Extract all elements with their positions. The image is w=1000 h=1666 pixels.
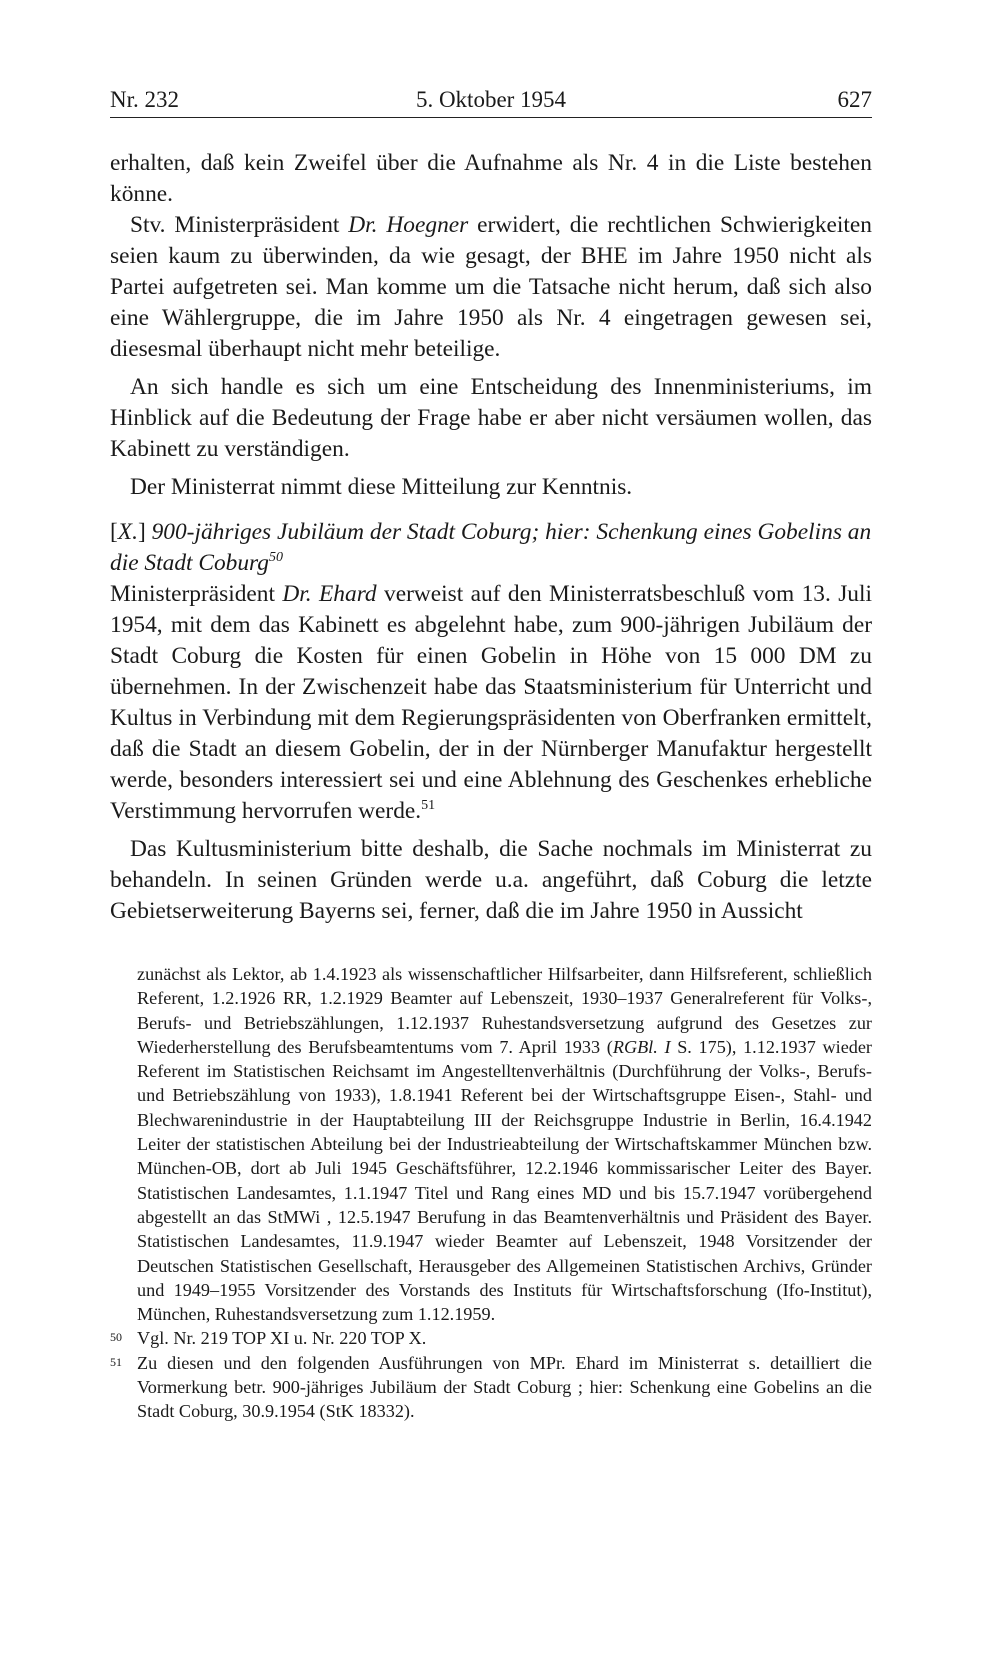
footnote-number: 50: [110, 1330, 122, 1345]
agenda-item-number: X.: [117, 519, 138, 545]
paragraph-continuation: erhalten, daß kein Zweifel über die Aufnahme als Nr. 4 in die Liste bestehen könne.: [110, 150, 872, 207]
speaker-name: Dr. Ehard: [282, 581, 377, 607]
footnote-50: [110, 1326, 872, 1350]
paragraph-kultusministerium: Das Kultusministerium bitte deshalb, die Sache nochmals im Ministerrat zu behandeln. In seinen Gründen werde u.a. angeführt, daß Coburg die letzte Gebietserweiterung Bayerns sei, ferner, daß die im Jahre 1950 in Aussicht: [110, 836, 872, 924]
footnote-continuation: zunächst als Lektor, ab 1.4.1923 als wissenschaftlicher Hilfsarbeiter, dann Hilfsreferent, schließlich Referent, 1.2.1926 RR, 1.2.1929 Beamter auf Lebenszeit, 1930–1937 Generalreferent für Volks-, Berufs- und Betriebszählungen, 1.12.1937 Ruhestandsversetzung aufgrund des Gesetzes zur Wiederherstellung des Berufsbeamtentums vom 7. April 1933 (RGBl. I S. 175), 1.12.1937 wieder Referent im Statistischen Reichsamt im Angestelltenverhältnis (Durchführung der Volks-, Berufs- und Betriebszählung von 1933), 1.8.1941 Referent bei der Wirtschaftsgruppe Eisen-, Stahl- und Blechwarenindustrie in der Hauptabteilung III der Reichsgruppe Industrie in Berlin, 16.4.1942 Leiter der statistischen Abteilung bei der Industrieabteilung der Wirtschaftskammer München bzw. München-OB, dort ab Juli 1945 Geschäftsführer, 12.2.1946 kommissarischer Leiter des Bayer. Statistischen Landesamtes, 1.1.1947 Titel und Rang eines MD und bis 15.7.1947 vorübergehend abgestellt an das StMWi , 12.5.1947 Berufung in das Beamtenverhältnis und Präsident des Bayer. Statistischen Landesamtes, 11.9.1947 wieder Beamter auf Lebenszeit, 1948 Vorsitzender der Deutschen Statistischen Gesellschaft, Herausgeber des Allgemeinen Statistischen Archivs, Gründer und 1949–1955 Vorsitzender des Vorstands des Instituts für Wirtschaftsforschung (Ifo-Institut), München, Ruhestandsversetzung zum 1.12.1959.: [137, 964, 872, 1325]
page-number: 627: [837, 87, 872, 112]
main-text: [110, 148, 872, 927]
paragraph-hoegner: Stv. Ministerpräsident Dr. Hoegner erwidert, die rechtlichen Schwierigkeiten seien kaum zu überwinden, da wie gesagt, der BHE im Jahre 1950 nicht als Partei aufgetreten sei. Man komme um die Tatsache nicht herum, daß sich also eine Wählergruppe, die im Jahre 1950 als Nr. 4 eingetragen gewesen sei, diesesmal überhaupt nicht mehr beteilige.: [110, 212, 872, 362]
footnote-ref-50: 50: [268, 550, 283, 566]
running-header: [110, 83, 872, 118]
footnotes: [110, 962, 872, 1424]
paragraph-decision: Der Ministerrat nimmt diese Mitteilung zur Kenntnis.: [130, 474, 633, 500]
footnote-number: 51: [110, 1354, 122, 1369]
agenda-item-heading: [X.] 900-jähriges Jubiläum der Stadt Coburg; hier: Schenkung eines Gobelins an die Stadt Coburg$^{50}$: [110, 519, 872, 576]
document-number: Nr. 232: [110, 87, 179, 112]
paragraph-ehard: Ministerpräsident Dr. Ehard verweist auf den Ministerratsbeschluß vom 13. Juli 1954, mit dem das Kabinett es abgelehnt habe, zum 900-jährigen Jubiläum der Stadt Coburg die Kosten für einen Gobelin in Höhe von 15 000 DM zu übernehmen. In der Zwischenzeit habe das Staatsministerium für Unterricht und Kultus in Verbindung mit dem Regierungspräsidenten von Oberfranken ermittelt, daß die Stadt an diesem Gobelin, der in der Nürnberger Manufaktur hergestellt werde, besonders interessiert sei und eine Ablehnung des Geschenkes erhebliche Verstimmung hervorrufen werde.$^{51}$: [110, 581, 872, 824]
footnote-ref-51: 51: [421, 798, 436, 814]
agenda-item-title: 900-jähriges Jubiläum der Stadt Coburg; hier: Schenkung eines Gobelins an die Stadt Coburg: [110, 519, 872, 576]
speaker-name: Dr. Hoegner: [348, 212, 469, 238]
citation-rgbl: RGBl. I: [612, 1036, 671, 1057]
footnote-text: Zu diesen und den folgenden Ausführungen von MPr. Ehard im Ministerrat s. detailliert die Vormerkung betr. 900-jähriges Jubiläum der Stadt Coburg ; hier: Schenkung eine Gobelins an die Stadt Coburg, 30.9.1954 (StK 18332).: [137, 1352, 872, 1422]
footnote-51: [110, 1351, 872, 1424]
footnote-text: Vgl. Nr. 219 TOP XI u. Nr. 220 TOP X.: [137, 1328, 427, 1349]
paragraph-innenministerium: An sich handle es sich um eine Entscheidung des Innenministeriums, im Hinblick auf die Bedeutung der Frage habe er aber nicht versäumen wollen, das Kabinett zu verständigen.: [110, 374, 872, 462]
header-date: 5. Oktober 1954: [415, 87, 567, 112]
